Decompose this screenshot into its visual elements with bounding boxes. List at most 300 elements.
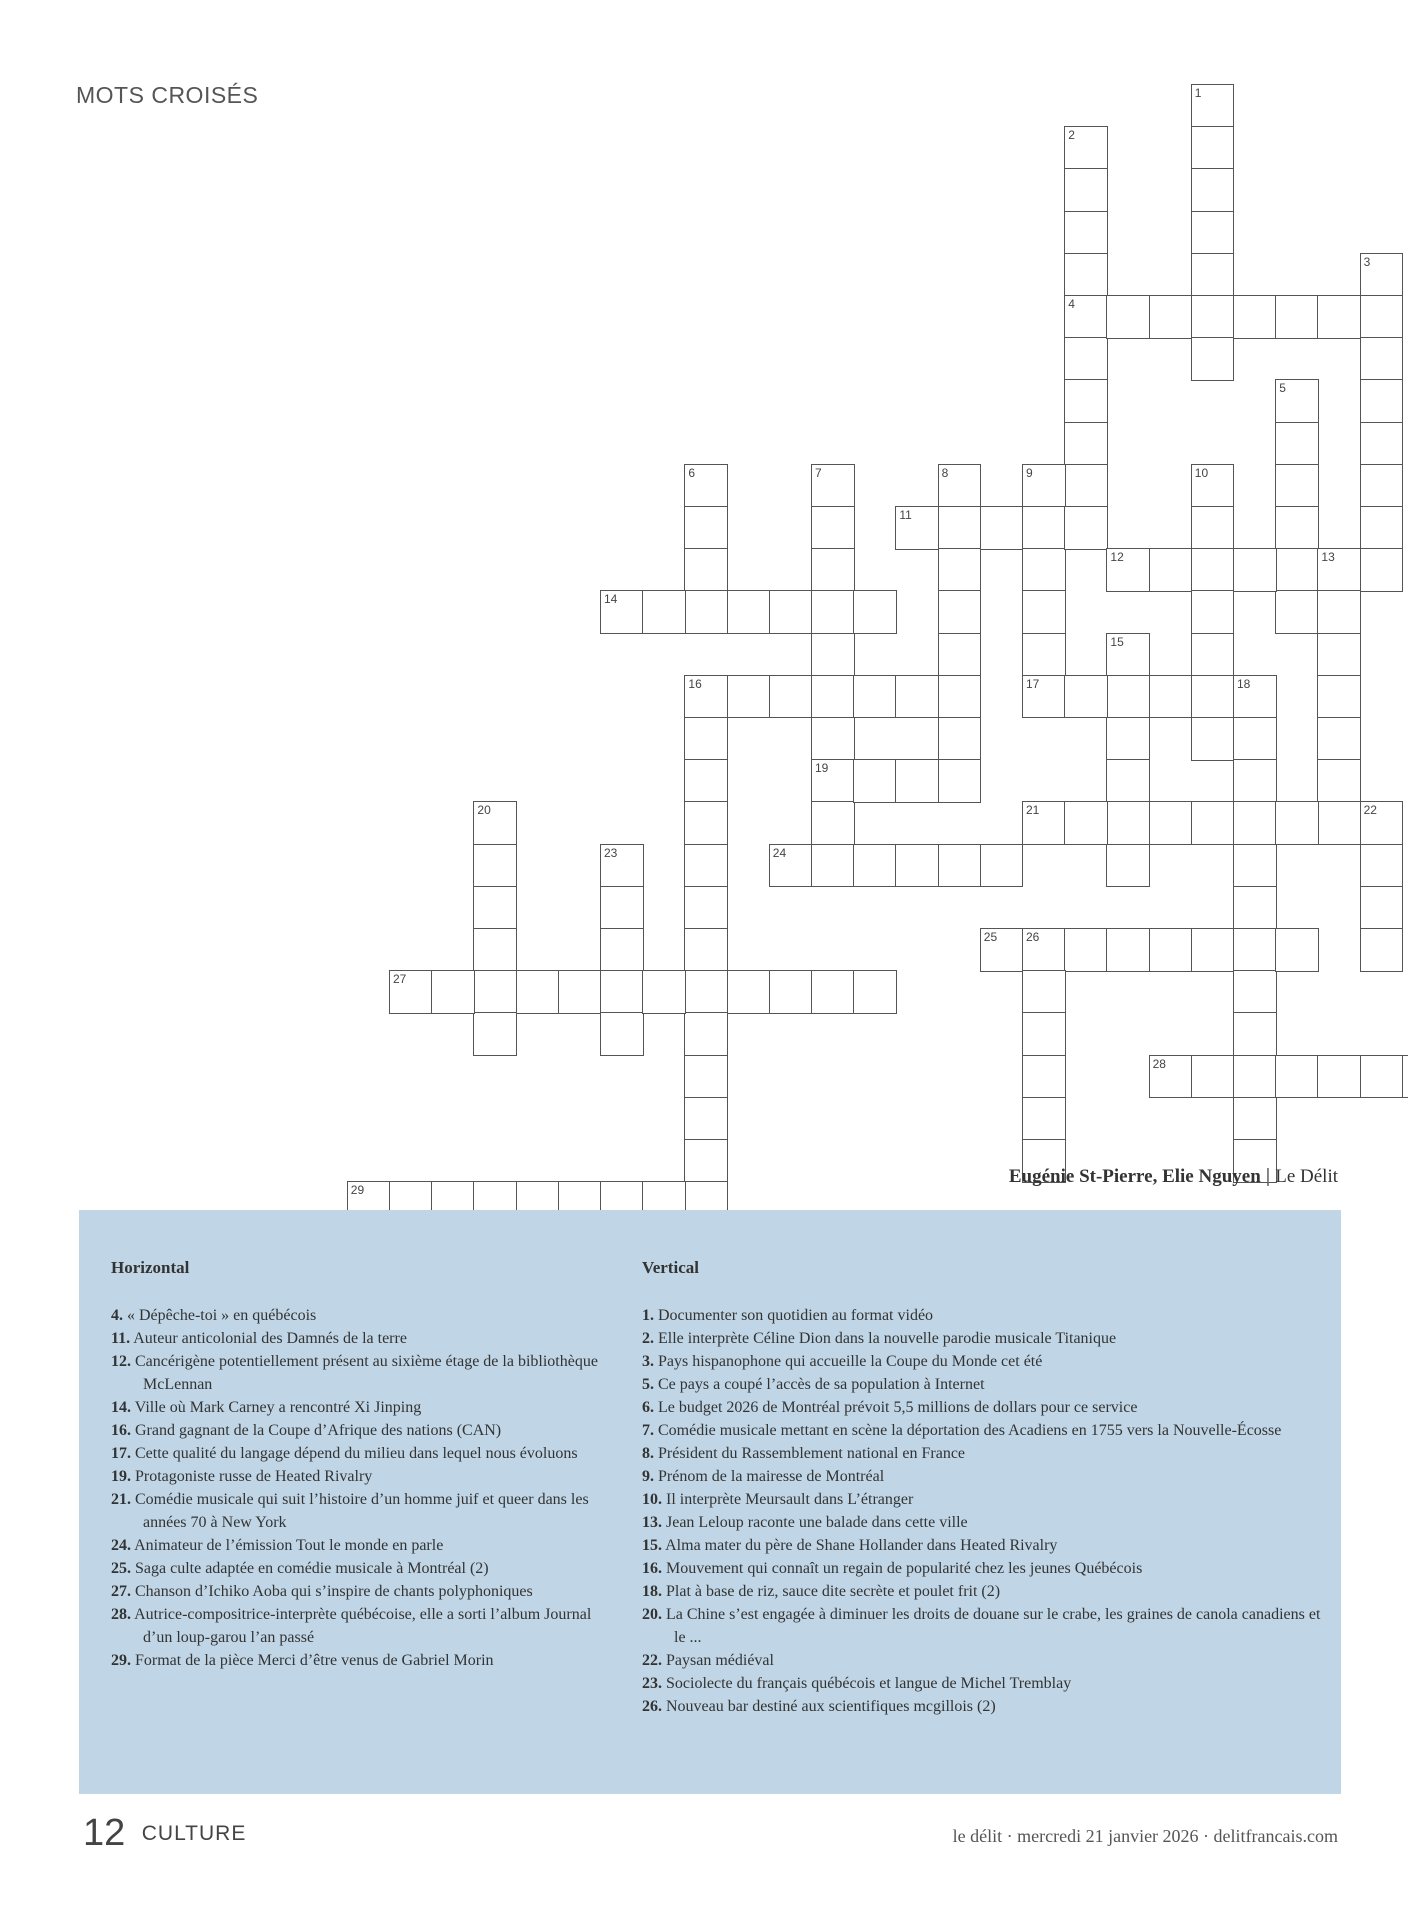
clue-item-text: Le budget 2026 de Montréal prévoit 5,5 millions de dollars pour ce service (658, 1399, 1138, 1416)
crossword-cell[interactable] (1064, 295, 1108, 339)
crossword-cell[interactable] (853, 675, 897, 719)
crossword-cell[interactable] (684, 886, 728, 930)
crossword-cell[interactable] (853, 970, 897, 1014)
crossword-cell[interactable] (1317, 759, 1361, 803)
clue-number: 13 (1321, 550, 1335, 565)
clue-item-number: 6. (642, 1399, 654, 1416)
publication-info: le délit · mercredi 21 janvier 2026 · delitfrancais.com (952, 1826, 1338, 1846)
crossword-cell[interactable] (811, 464, 855, 508)
crossword-cell[interactable] (1360, 844, 1404, 888)
clue-item (642, 1304, 1322, 1327)
crossword-cell[interactable] (473, 844, 517, 888)
clue-item-number: 23. (642, 1675, 662, 1692)
crossword-cell[interactable] (769, 970, 813, 1014)
clues-box (79, 1210, 1341, 1794)
crossword-cell[interactable] (980, 844, 1024, 888)
clue-number: 9 (1026, 465, 1033, 480)
crossword-cell[interactable] (684, 970, 728, 1014)
clue-number: 12 (1110, 550, 1124, 565)
crossword-cell[interactable] (1022, 464, 1066, 508)
section-title: MOTS CROISÉS (76, 82, 259, 108)
clue-number: 6 (688, 465, 696, 480)
clue-number: 5 (1279, 381, 1286, 396)
crossword-cell[interactable] (600, 844, 644, 888)
clue-item-text: Paysan médiéval (666, 1652, 774, 1669)
crossword-cell[interactable] (684, 801, 728, 845)
credit (1009, 1166, 1338, 1188)
section-name: CULTURE (141, 1821, 247, 1845)
clue-number: 7 (815, 465, 822, 480)
crossword-cell[interactable] (1191, 675, 1235, 719)
footer-left (83, 1812, 246, 1855)
crossword-cell[interactable] (1149, 295, 1193, 339)
crossword-cell[interactable] (516, 970, 560, 1014)
crossword-cell[interactable] (1191, 84, 1235, 128)
crossword-cell[interactable] (938, 844, 982, 888)
clue-number: 23 (604, 845, 618, 860)
crossword-cell[interactable] (600, 928, 644, 972)
crossword-cell[interactable] (1360, 928, 1404, 972)
clue-item-text: Mouvement qui connaît un regain de popularité chez les jeunes Québécois (666, 1560, 1143, 1577)
crossword-cell[interactable] (1317, 548, 1361, 592)
crossword-cell[interactable] (1191, 590, 1235, 634)
crossword-cell[interactable] (853, 844, 897, 888)
credit-separator: | (1265, 1166, 1271, 1187)
clue-item-number: 11. (111, 1330, 131, 1347)
clue-item-text: Sociolecte du français québécois et langue de Michel Tremblay (666, 1675, 1072, 1692)
crossword-cell[interactable] (853, 590, 897, 634)
crossword-cell[interactable] (1275, 801, 1319, 845)
crossword-cell[interactable] (895, 506, 939, 550)
clue-item-number: 29. (111, 1652, 131, 1669)
crossword-cell[interactable] (642, 970, 686, 1014)
crossword-cell[interactable] (811, 844, 855, 888)
clue-item-text: Grand gagnant de la Coupe d’Afrique des nations (CAN) (135, 1422, 502, 1439)
crossword-cell[interactable] (1106, 717, 1150, 761)
crossword-cell[interactable] (1360, 295, 1404, 339)
crossword-cell[interactable] (938, 464, 982, 508)
clue-item-text: « Dépêche-toi » en québécois (127, 1307, 317, 1324)
credit-publication: Le Délit (1275, 1166, 1338, 1187)
clue-item (642, 1672, 1322, 1695)
crossword-cell[interactable] (684, 928, 728, 972)
clue-item-text: Comédie musicale mettant en scène la déportation des Acadiens en 1755 vers la Nouvelle-Écosse (658, 1422, 1282, 1439)
clue-number: 16 (688, 676, 702, 691)
clue-number: 11 (899, 508, 912, 522)
clue-item-text: Documenter son quotidien au format vidéo (658, 1307, 934, 1324)
crossword-cell[interactable] (684, 548, 728, 592)
crossword-cell[interactable] (1022, 506, 1066, 550)
crossword-cell[interactable] (895, 844, 939, 888)
clue-item-number: 16. (111, 1422, 131, 1439)
clue-item-text: Protagoniste russe de Heated Rivalry (135, 1468, 373, 1485)
crossword-cell[interactable] (1022, 675, 1066, 719)
crossword-cell[interactable] (1106, 675, 1150, 719)
crossword-cell[interactable] (1233, 801, 1277, 845)
crossword-cell[interactable] (684, 506, 728, 550)
crossword-cell[interactable] (1064, 506, 1108, 550)
crossword-cell[interactable] (1360, 253, 1404, 297)
clue-number: 2 (1068, 128, 1075, 143)
crossword-cell[interactable] (1149, 928, 1193, 972)
crossword-cell[interactable] (1191, 337, 1235, 381)
clue-item (111, 1442, 611, 1465)
crossword-cell[interactable] (1317, 801, 1361, 845)
crossword-cell[interactable] (1233, 759, 1277, 803)
clue-item-number: 19. (111, 1468, 131, 1485)
clue-item-text: La Chine s’est engagée à diminuer les droits de douane sur le crabe, les graines de canola canadiens et le ... (666, 1606, 1321, 1646)
crossword-cell[interactable] (769, 844, 813, 888)
crossword-cell[interactable] (473, 886, 517, 930)
clue-item (642, 1488, 1322, 1511)
crossword-cell[interactable] (811, 548, 855, 592)
crossword-cell[interactable] (1022, 801, 1066, 845)
crossword-cell[interactable] (1022, 1012, 1066, 1056)
clue-item (642, 1534, 1322, 1557)
crossword-cell[interactable] (684, 1097, 728, 1141)
clue-item-number: 20. (642, 1606, 662, 1623)
clue-item (111, 1419, 611, 1442)
crossword-cell[interactable] (1233, 970, 1277, 1014)
clue-item (642, 1373, 1322, 1396)
crossword-cell[interactable] (1275, 590, 1319, 634)
clue-number: 8 (941, 465, 949, 480)
crossword-cell[interactable] (558, 970, 602, 1014)
clue-item (111, 1327, 611, 1350)
clue-item (111, 1304, 611, 1327)
crossword-cell[interactable] (1106, 548, 1150, 592)
clue-number: 3 (1363, 254, 1371, 269)
crossword-cell[interactable] (938, 506, 982, 550)
clue-item-number: 2. (642, 1330, 654, 1347)
clue-item-number: 9. (642, 1468, 654, 1485)
crossword-cell[interactable] (1233, 1097, 1277, 1141)
crossword-cell[interactable] (1360, 801, 1404, 845)
crossword-cell[interactable] (684, 675, 728, 719)
crossword-cell[interactable] (1191, 295, 1235, 339)
crossword-cell[interactable] (980, 506, 1024, 550)
crossword-cell[interactable] (1106, 844, 1150, 888)
crossword-cell[interactable] (1191, 548, 1235, 592)
clue-item (111, 1534, 611, 1557)
clue-item (111, 1557, 611, 1580)
crossword-cell[interactable] (1233, 717, 1277, 761)
crossword-cell[interactable] (1317, 717, 1361, 761)
clue-item-text: Cancérigène potentiellement présent au sixième étage de la bibliothèque McLennan (135, 1353, 598, 1393)
clue-number: 18 (1237, 676, 1251, 691)
crossword-cell[interactable] (1064, 675, 1108, 719)
crossword-cell[interactable] (1275, 464, 1319, 508)
clue-number: 1 (1194, 86, 1202, 100)
crossword-cell[interactable] (1106, 801, 1150, 845)
crossword-cell[interactable] (1022, 633, 1066, 677)
crossword-cell[interactable] (1360, 1055, 1404, 1099)
clue-item-number: 25. (111, 1560, 131, 1577)
crossword-cell[interactable] (1064, 928, 1108, 972)
clue-item-text: Autrice-compositrice-interprète québécoise, elle a sorti l’album Journal d’un loup-garou l’an passé (134, 1606, 592, 1646)
crossword-cell[interactable] (473, 801, 517, 845)
clue-item-number: 12. (111, 1353, 131, 1370)
clue-item (642, 1419, 1322, 1442)
crossword-cell[interactable] (1022, 970, 1066, 1014)
crossword-cell[interactable] (1191, 253, 1235, 297)
crossword-cell[interactable] (811, 590, 855, 634)
crossword-cell[interactable] (1360, 422, 1404, 466)
clue-item (642, 1350, 1322, 1373)
clue-item-number: 4. (111, 1307, 123, 1324)
crossword-cell[interactable] (1064, 168, 1108, 212)
crossword-cell[interactable] (1275, 295, 1319, 339)
clue-item-text: Ville où Mark Carney a rencontré Xi Jinping (134, 1399, 422, 1416)
clue-item (642, 1557, 1322, 1580)
crossword-cell[interactable] (684, 759, 728, 803)
crossword-cell[interactable] (600, 970, 644, 1014)
crossword-cell[interactable] (1022, 928, 1066, 972)
clue-item-number: 5. (642, 1376, 654, 1393)
crossword-cell[interactable] (1233, 844, 1277, 888)
crossword-cell[interactable] (1275, 1055, 1319, 1099)
crossword-cell[interactable] (1275, 379, 1319, 423)
crossword-cell[interactable] (389, 970, 433, 1014)
crossword-cell[interactable] (1191, 126, 1235, 170)
clue-number: 10 (1194, 465, 1209, 480)
crossword-cell[interactable] (811, 759, 855, 803)
clue-item (642, 1511, 1322, 1534)
clue-number: 15 (1110, 634, 1124, 649)
crossword-cell[interactable] (1402, 1055, 1408, 1099)
clue-number: 28 (1152, 1056, 1166, 1071)
credit-authors: Eugénie St-Pierre, Elie Nguyen (1008, 1166, 1261, 1187)
crossword-cell[interactable] (1106, 928, 1150, 972)
clue-number: 4 (1068, 297, 1075, 311)
crossword-cell[interactable] (1191, 633, 1235, 677)
crossword-cell[interactable] (811, 970, 855, 1014)
crossword-cell[interactable] (938, 675, 982, 719)
clue-item-text: Comédie musicale qui suit l’histoire d’un homme juif et queer dans les années 70 à New York (135, 1491, 589, 1531)
clue-item-number: 21. (111, 1491, 131, 1508)
crossword-cell[interactable] (600, 886, 644, 930)
clue-item-number: 3. (642, 1353, 654, 1370)
crossword-cell[interactable] (1191, 464, 1235, 508)
clue-item-number: 17. (111, 1445, 131, 1462)
crossword-cell[interactable] (1275, 422, 1319, 466)
clue-item-number: 16. (642, 1560, 662, 1577)
crossword-cell[interactable] (1191, 211, 1235, 255)
clue-item-number: 8. (642, 1445, 654, 1462)
clue-number: 27 (393, 972, 407, 987)
crossword-cell[interactable] (938, 717, 982, 761)
crossword-cell[interactable] (1106, 295, 1150, 339)
clue-number: 22 (1363, 803, 1377, 818)
crossword-cell[interactable] (1106, 633, 1150, 677)
crossword-cell[interactable] (1317, 633, 1361, 677)
crossword-cell[interactable] (473, 1012, 517, 1056)
crossword-cell[interactable] (938, 633, 982, 677)
clue-number: 24 (772, 845, 787, 860)
clue-item-text: Cette qualité du langage dépend du milieu dans lequel nous évoluons (135, 1445, 578, 1462)
clue-item (111, 1396, 611, 1419)
clue-number: 20 (477, 803, 491, 818)
clue-item-number: 7. (642, 1422, 654, 1439)
crossword-cell[interactable] (1360, 506, 1404, 550)
crossword-cell[interactable] (1064, 253, 1108, 297)
clue-number: 29 (350, 1183, 365, 1198)
crossword-cell[interactable] (1191, 506, 1235, 550)
clue-item-number: 27. (111, 1583, 131, 1600)
clue-number: 25 (983, 930, 998, 944)
crossword-cell[interactable] (684, 590, 728, 634)
crossword-cell[interactable] (811, 633, 855, 677)
crossword-cell[interactable] (1233, 675, 1277, 719)
crossword-cell[interactable] (473, 928, 517, 972)
clue-number: 14 (604, 592, 618, 607)
clue-item-text: Ce pays a coupé l’accès de sa population à Internet (658, 1376, 985, 1393)
crossword-cell[interactable] (1064, 337, 1108, 381)
crossword-cell[interactable] (1106, 759, 1150, 803)
crossword-cell[interactable] (895, 759, 939, 803)
crossword-cell[interactable] (1317, 590, 1361, 634)
crossword-cell[interactable] (769, 675, 813, 719)
crossword-cell[interactable] (1064, 464, 1108, 508)
crossword-cell[interactable] (727, 590, 771, 634)
crossword-cell[interactable] (1275, 548, 1319, 592)
clue-item-text: Jean Leloup raconte une balade dans cette ville (666, 1514, 968, 1531)
clue-item-number: 13. (642, 1514, 662, 1531)
crossword-cell[interactable] (1317, 295, 1361, 339)
crossword-cell[interactable] (684, 1055, 728, 1099)
clue-item-number: 22. (642, 1652, 662, 1669)
clue-number: 17 (1026, 676, 1040, 691)
crossword-cell[interactable] (938, 548, 982, 592)
crossword-cell[interactable] (811, 675, 855, 719)
crossword-cell[interactable] (684, 1139, 728, 1183)
crossword-cell[interactable] (1022, 548, 1066, 592)
crossword-cell[interactable] (1064, 379, 1108, 423)
crossword-cell[interactable] (1360, 548, 1404, 592)
clue-item (111, 1465, 611, 1488)
crossword-cell[interactable] (1191, 801, 1235, 845)
vertical-clues (642, 1258, 1322, 1718)
crossword-cell[interactable] (1191, 168, 1235, 212)
crossword-cell[interactable] (1022, 1055, 1066, 1099)
crossword-cell[interactable] (684, 464, 728, 508)
clue-item (111, 1350, 611, 1396)
crossword-cell[interactable] (1022, 1097, 1066, 1141)
crossword-cell[interactable] (938, 590, 982, 634)
clue-item-number: 15. (642, 1537, 662, 1554)
clue-item-text: Il interprète Meursault dans L’étranger (666, 1491, 914, 1508)
crossword-cell[interactable] (684, 844, 728, 888)
clue-number: 21 (1026, 803, 1040, 818)
crossword-cell[interactable] (431, 970, 475, 1014)
clue-item-text: Prénom de la mairesse de Montréal (658, 1468, 885, 1485)
crossword-cell[interactable] (980, 928, 1024, 972)
crossword-cell[interactable] (1360, 337, 1404, 381)
crossword-cell[interactable] (1149, 1055, 1193, 1099)
crossword-cell[interactable] (1233, 295, 1277, 339)
crossword-cell[interactable] (642, 590, 686, 634)
crossword-cell[interactable] (895, 675, 939, 719)
crossword-cell[interactable] (1191, 928, 1235, 972)
clue-item-number: 28. (111, 1606, 131, 1623)
clue-item (642, 1580, 1322, 1603)
crossword-cell[interactable] (727, 970, 771, 1014)
crossword-cell[interactable] (1233, 928, 1277, 972)
clue-item (642, 1649, 1322, 1672)
crossword-cell[interactable] (1191, 717, 1235, 761)
crossword-cell[interactable] (1360, 464, 1404, 508)
clue-item-number: 24. (111, 1537, 131, 1554)
crossword-cell[interactable] (811, 506, 855, 550)
crossword-cell[interactable] (684, 717, 728, 761)
crossword-cell[interactable] (938, 759, 982, 803)
clue-item (111, 1603, 611, 1649)
crossword-cell[interactable] (1233, 548, 1277, 592)
crossword-cell[interactable] (811, 801, 855, 845)
crossword-cell[interactable] (600, 590, 644, 634)
clue-item-text: Saga culte adaptée en comédie musicale à Montréal (2) (135, 1560, 489, 1577)
clue-item-text: Chanson d’Ichiko Aoba qui s’inspire de chants polyphoniques (135, 1583, 533, 1600)
clue-item (642, 1603, 1322, 1649)
crossword-cell[interactable] (684, 1012, 728, 1056)
crossword-cell[interactable] (727, 675, 771, 719)
clue-item (111, 1580, 611, 1603)
page-number: 12 (83, 1812, 126, 1854)
clue-item-text: Pays hispanophone qui accueille la Coupe du Monde cet été (658, 1353, 1043, 1370)
crossword-cell[interactable] (1149, 675, 1193, 719)
clue-item (642, 1442, 1322, 1465)
crossword-cell[interactable] (473, 970, 517, 1014)
clue-item-text: Animateur de l’émission Tout le monde en parle (134, 1537, 444, 1554)
clue-item-number: 14. (111, 1399, 131, 1416)
crossword-cell[interactable] (1233, 1055, 1277, 1099)
clue-item-number: 10. (642, 1491, 662, 1508)
vertical-clue-list (642, 1304, 1322, 1718)
clue-item (642, 1465, 1322, 1488)
crossword-cell[interactable] (1064, 801, 1108, 845)
crossword-cell[interactable] (853, 759, 897, 803)
crossword-cell[interactable] (1191, 1055, 1235, 1099)
crossword-cell[interactable] (1233, 1012, 1277, 1056)
clue-item (111, 1649, 611, 1672)
horizontal-clue-list (111, 1304, 611, 1672)
horizontal-heading: Horizontal (111, 1258, 190, 1277)
crossword-cell[interactable] (1317, 675, 1361, 719)
crossword-cell[interactable] (1360, 379, 1404, 423)
crossword-cell[interactable] (1064, 126, 1108, 170)
crossword-cell[interactable] (1064, 422, 1108, 466)
crossword-cell[interactable] (811, 717, 855, 761)
crossword-cell[interactable] (1149, 801, 1193, 845)
crossword-cell[interactable] (1317, 1055, 1361, 1099)
crossword-cell[interactable] (1360, 886, 1404, 930)
clue-item-text: Plat à base de riz, sauce dite secrète et poulet frit (2) (666, 1583, 1001, 1600)
clue-item (642, 1695, 1322, 1718)
crossword-cell[interactable] (1149, 548, 1193, 592)
clue-item-text: Elle interprète Céline Dion dans la nouvelle parodie musicale Titanique (658, 1330, 1117, 1347)
clue-item-text: Nouveau bar destiné aux scientifiques mcgillois (2) (666, 1698, 996, 1715)
crossword-cell[interactable] (1022, 590, 1066, 634)
crossword-cell[interactable] (769, 590, 813, 634)
crossword-cell[interactable] (1064, 211, 1108, 255)
crossword-cell[interactable] (1275, 928, 1319, 972)
crossword-cell[interactable] (600, 1012, 644, 1056)
clue-item-number: 26. (642, 1698, 662, 1715)
crossword-cell[interactable] (1233, 886, 1277, 930)
crossword-cell[interactable] (1275, 506, 1319, 550)
vertical-heading: Vertical (642, 1258, 699, 1277)
clue-item (111, 1488, 611, 1534)
